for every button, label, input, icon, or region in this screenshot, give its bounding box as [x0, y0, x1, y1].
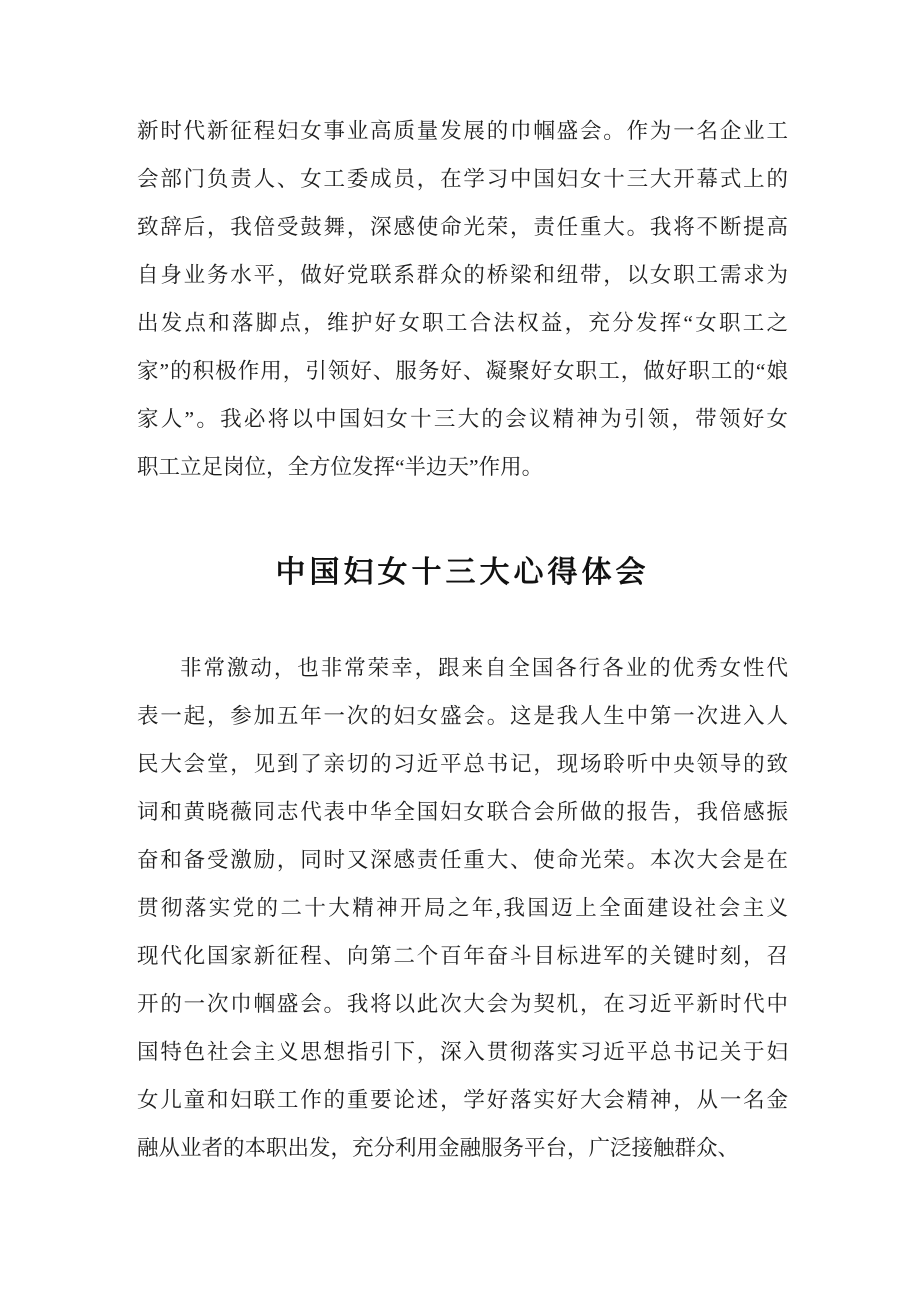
- text-line: 表一起，参加五年一次的妇女盛会。这是我人生中第一次进入人: [137, 704, 788, 728]
- text-line: 致辞后，我倍受鼓舞，深感使命光荣，责任重大。我将不断提高: [137, 215, 788, 239]
- text-line: 家”的积极作用，引领好、服务好、凝聚好女职工，做好职工的“娘: [137, 359, 788, 383]
- text-line: 家人”。我必将以中国妇女十三大的会议精神为引领，带领好女: [137, 407, 788, 431]
- paragraph-body: [137, 644, 788, 1172]
- section-heading: 中国妇女十三大心得体会: [275, 556, 650, 589]
- text-line: 融从业者的本职出发，充分利用金融服务平台，广泛接触群众、: [137, 1136, 740, 1160]
- text-line: 新时代新征程妇女事业高质量发展的巾帼盛会。作为一名企业工: [137, 119, 788, 143]
- text-line: 开的一次巾帼盛会。我将以此次大会为契机，在习近平新时代中: [137, 992, 788, 1016]
- paragraph-continuation: [137, 107, 788, 491]
- text-line: 现代化国家新征程、向第二个百年奋斗目标进军的关键时刻，召: [137, 944, 788, 968]
- text-line: 奋和备受激励，同时又深感责任重大、使命光荣。本次大会是在: [137, 848, 788, 872]
- text-line: 女儿童和妇联工作的重要论述，学好落实好大会精神，从一名金: [137, 1088, 788, 1112]
- text-line: 出发点和落脚点，维护好女职工合法权益，充分发挥“女职工之: [137, 311, 788, 335]
- text-line: 会部门负责人、女工委成员，在学习中国妇女十三大开幕式上的: [137, 167, 788, 191]
- text-line: 职工立足岗位，全方位发挥“半边天”作用。: [137, 455, 544, 479]
- text-line: 国特色社会主义思想指引下，深入贯彻落实习近平总书记关于妇: [137, 1040, 788, 1064]
- text-line: 民大会堂，见到了亲切的习近平总书记，现场聆听中央领导的致: [137, 752, 788, 776]
- text-line: 贯彻落实党的二十大精神开局之年,我国迈上全面建设社会主义: [137, 896, 788, 920]
- text-line: 自身业务水平，做好党联系群众的桥梁和纽带，以女职工需求为: [137, 263, 788, 287]
- text-line: 非常激动，也非常荣幸，跟来自全国各行各业的优秀女性代: [180, 656, 788, 680]
- text-block: [137, 0, 788, 1172]
- text-line: 词和黄晓薇同志代表中华全国妇女联合会所做的报告，我倍感振: [137, 800, 788, 824]
